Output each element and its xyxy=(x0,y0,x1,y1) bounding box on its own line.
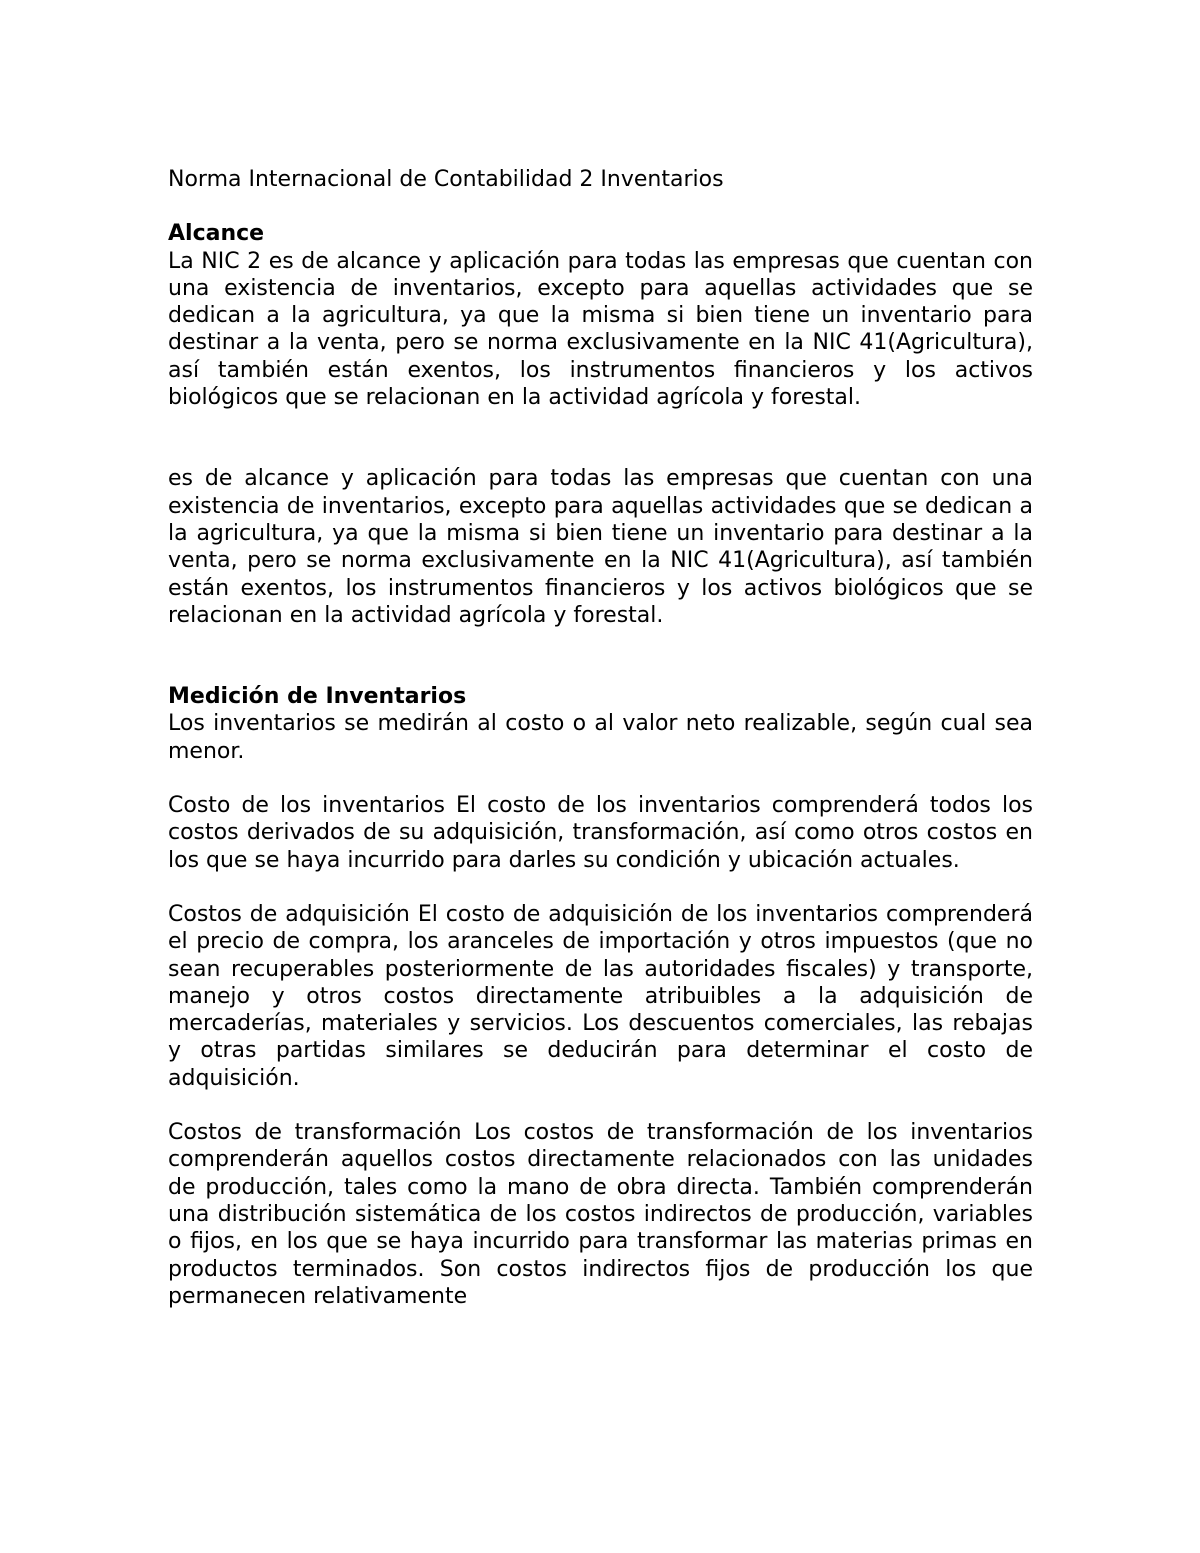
paragraph-costos-transformacion: Costos de transformación Los costos de transformación de los inventarios comprenderán aquellos costos directamente relacionados con las unidades de producción, tales como la mano de obra directa. También comprenderán una distribución sistemática de los costos indirectos de producción, variables o fijos, en los que se haya incurrido para transformar las materias primas en productos terminados. Son costos indirectos fijos de producción los que permanecen relativamente xyxy=(168,1120,1033,1309)
spacer xyxy=(168,411,1033,465)
section-heading-alcance: Alcance xyxy=(168,221,265,247)
paragraph-costos-adquisicion: Costos de adquisición El costo de adquisición de los inventarios comprenderá el precio de compra, los aranceles de importación y otros impuestos (que no sean recuperables posteriormente de las autoridades fiscales) y transporte, manejo y otros costos directamente atribuibles a la adquisición de mercaderías, materiales y servicios. Los descuentos comerciales, las rebajas y otras partidas similares se deducirán para determinar el costo de adquisición. xyxy=(168,901,1033,1091)
section-heading-medicion: Medición de Inventarios xyxy=(168,684,467,710)
spacer xyxy=(168,1092,1033,1119)
paragraph-medicion: Los inventarios se medirán al costo o al valor neto realizable, según cual sea menor. xyxy=(168,711,1033,764)
paragraph-costo-inventarios: Costo de los inventarios El costo de los inventarios comprenderá todos los costos derivados de su adquisición, transformación, así como otros costos en los que se haya incurrido para darles su condición y ubicación actuales. xyxy=(168,793,1033,873)
spacer xyxy=(168,629,1033,683)
paragraph-alcance-repeat: es de alcance y aplicación para todas las empresas que cuentan con una existencia de inventarios, excepto para aquellas actividades que se dedican a la agricultura, ya que la misma si bien tiene un inventario para destinar a la venta, pero se norma exclusivamente en la NIC 41(Agricultura), así también están exentos, los instrumentos financieros y los activos biológicos que se relacionan en la actividad agrícola y forestal. xyxy=(168,466,1033,628)
spacer xyxy=(168,765,1033,792)
spacer xyxy=(168,874,1033,901)
document-title: Norma Internacional de Contabilidad 2 Inventarios xyxy=(168,167,724,192)
paragraph-alcance: La NIC 2 es de alcance y aplicación para todas las empresas que cuentan con una existencia de inventarios, excepto para aquellas actividades que se dedican a la agricultura, ya que la misma si bien tiene un inventario para destinar a la venta, pero se norma exclusivamente en la NIC 41(Agricultura), así también están exentos, los instrumentos financieros y los activos biológicos que se relacionan en la actividad agrícola y forestal. xyxy=(168,248,1033,411)
document-body xyxy=(168,166,1033,1310)
spacer xyxy=(168,193,1033,220)
